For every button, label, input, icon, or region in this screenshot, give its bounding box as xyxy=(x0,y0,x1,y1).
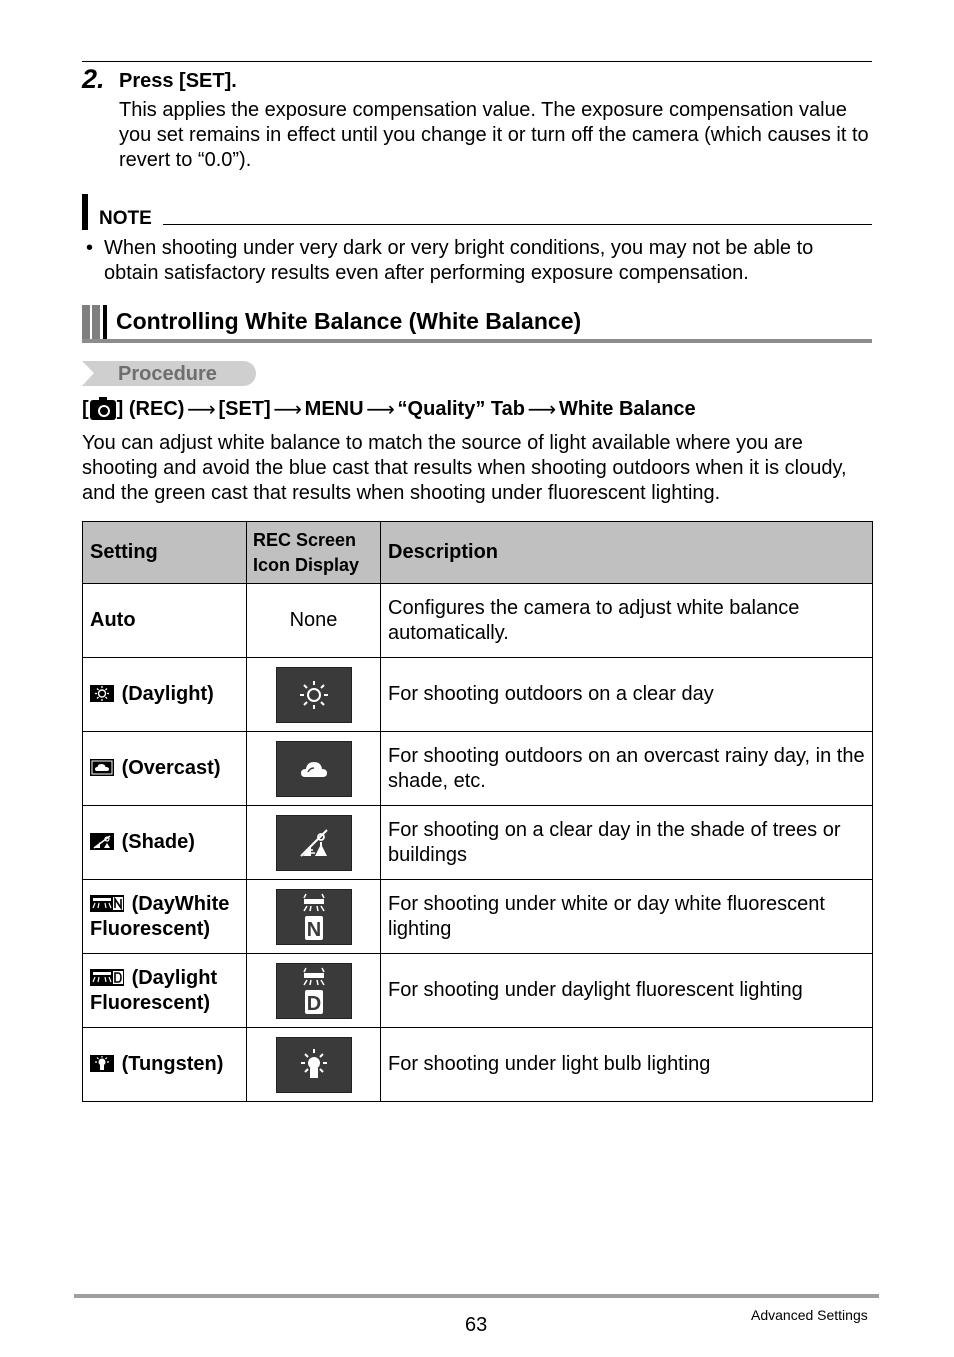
camera-icon xyxy=(90,400,116,420)
bulb-icon xyxy=(276,1037,352,1093)
setting-cell: Auto xyxy=(83,584,247,658)
note-bullet: • xyxy=(86,237,94,259)
step-number: 2. xyxy=(82,64,105,94)
description-cell: For shooting outdoors on a clear day xyxy=(381,658,873,732)
arrow-icon: ⟶ xyxy=(527,399,557,421)
setting-label: (Shade) xyxy=(121,831,195,853)
table-row xyxy=(83,732,873,806)
setting-cell xyxy=(83,1028,247,1102)
path-rec: ] (REC) xyxy=(116,398,185,420)
header-rec-screen xyxy=(247,522,381,584)
note-label: NOTE xyxy=(99,208,152,229)
setting-cell xyxy=(83,658,247,732)
description-cell: For shooting on a clear day in the shade of trees or buildings xyxy=(381,806,873,880)
description-cell: Configures the camera to adjust white balance automatically. xyxy=(381,584,873,658)
table-row xyxy=(83,880,873,954)
sun-icon xyxy=(90,685,114,702)
setting-label: (Tungsten) xyxy=(121,1053,224,1075)
fluorescent-n-icon xyxy=(276,889,352,945)
header-rec-line1: REC Screen xyxy=(253,529,357,550)
table-row xyxy=(83,658,873,732)
setting-label: (Daylight Fluorescent) xyxy=(90,966,218,1014)
procedure-chevron xyxy=(82,361,94,386)
header-description: Description xyxy=(381,522,873,584)
header-rec-line2: Icon Display xyxy=(253,554,360,575)
cloud-icon xyxy=(90,759,114,776)
description-cell: For shooting outdoors on an overcast rainy day, in the shade, etc. xyxy=(381,732,873,806)
setting-label: (Overcast) xyxy=(121,757,221,779)
setting-cell xyxy=(83,880,247,954)
description-cell: For shooting under light bulb lighting xyxy=(381,1028,873,1102)
rec-cell xyxy=(247,806,381,880)
arrow-icon: ⟶ xyxy=(187,399,216,421)
section-bar xyxy=(103,305,107,341)
lcd-letter: N xyxy=(306,918,321,941)
step-heading: Press [SET]. xyxy=(119,70,237,92)
setting-cell xyxy=(83,732,247,806)
arrow-icon: ⟶ xyxy=(366,399,395,421)
path-bracket: [ xyxy=(82,398,89,420)
description-cell: For shooting under white or day white fluorescent lighting xyxy=(381,880,873,954)
table-header-row xyxy=(83,522,873,584)
shade-icon xyxy=(276,815,352,871)
cloud-icon xyxy=(276,741,352,797)
setting-label: (Daylight) xyxy=(121,683,214,705)
lcd-letter: D xyxy=(306,992,321,1015)
fluorescent-d-icon xyxy=(90,969,124,986)
shade-icon xyxy=(90,833,114,850)
footer-section: Advanced Settings xyxy=(751,1307,868,1323)
white-balance-table xyxy=(82,521,873,1102)
note-bar xyxy=(82,194,88,230)
description-cell: For shooting under daylight fluorescent lighting xyxy=(381,954,873,1028)
table-row xyxy=(83,954,873,1028)
intro-paragraph: You can adjust white balance to match the source of light available where you are shooting and avoid the blue cast that results when shooting outdoors when it is cloudy, and the green cast that results when shooting under fluorescent lighting. xyxy=(82,432,847,504)
setting-cell xyxy=(83,806,247,880)
table-row xyxy=(83,584,873,658)
table-row xyxy=(83,806,873,880)
path-target: White Balance xyxy=(558,398,696,420)
path-tab: “Quality” Tab xyxy=(397,398,525,420)
path-menu: MENU xyxy=(304,398,364,420)
section-bar xyxy=(82,305,90,341)
note-rule xyxy=(163,224,872,225)
footer-rule xyxy=(74,1294,879,1298)
setting-cell xyxy=(83,954,247,1028)
arrow-icon: ⟶ xyxy=(273,399,302,421)
setting-label: (DayWhite Fluorescent) xyxy=(90,892,230,940)
procedure-label: Procedure xyxy=(118,363,217,385)
rec-cell xyxy=(247,954,381,1028)
section-rule xyxy=(82,339,872,343)
rec-cell xyxy=(247,880,381,954)
table-row xyxy=(83,1028,873,1102)
note-text: When shooting under very dark or very bright conditions, you may not be able to obtain satisfactory results even after performing exposure compensation. xyxy=(104,237,814,284)
bulb-icon xyxy=(90,1055,114,1072)
section-title: Controlling White Balance (White Balance) xyxy=(116,308,582,334)
fluorescent-n-icon xyxy=(90,895,124,912)
rec-cell: None xyxy=(247,584,381,658)
step-body: This applies the exposure compensation value. The exposure compensation value you set remains in effect until you change it or turn off the camera (which causes it to revert to “0.0”). xyxy=(119,99,869,171)
header-setting: Setting xyxy=(83,522,247,584)
fluorescent-d-icon xyxy=(276,963,352,1019)
rec-cell xyxy=(247,658,381,732)
rec-cell xyxy=(247,1028,381,1102)
rec-cell xyxy=(247,732,381,806)
page-number: 63 xyxy=(465,1314,488,1336)
menu-path xyxy=(82,397,696,422)
path-set: [SET] xyxy=(218,398,271,420)
section-bar xyxy=(92,305,100,341)
top-rule xyxy=(82,61,872,62)
sun-icon xyxy=(276,667,352,723)
